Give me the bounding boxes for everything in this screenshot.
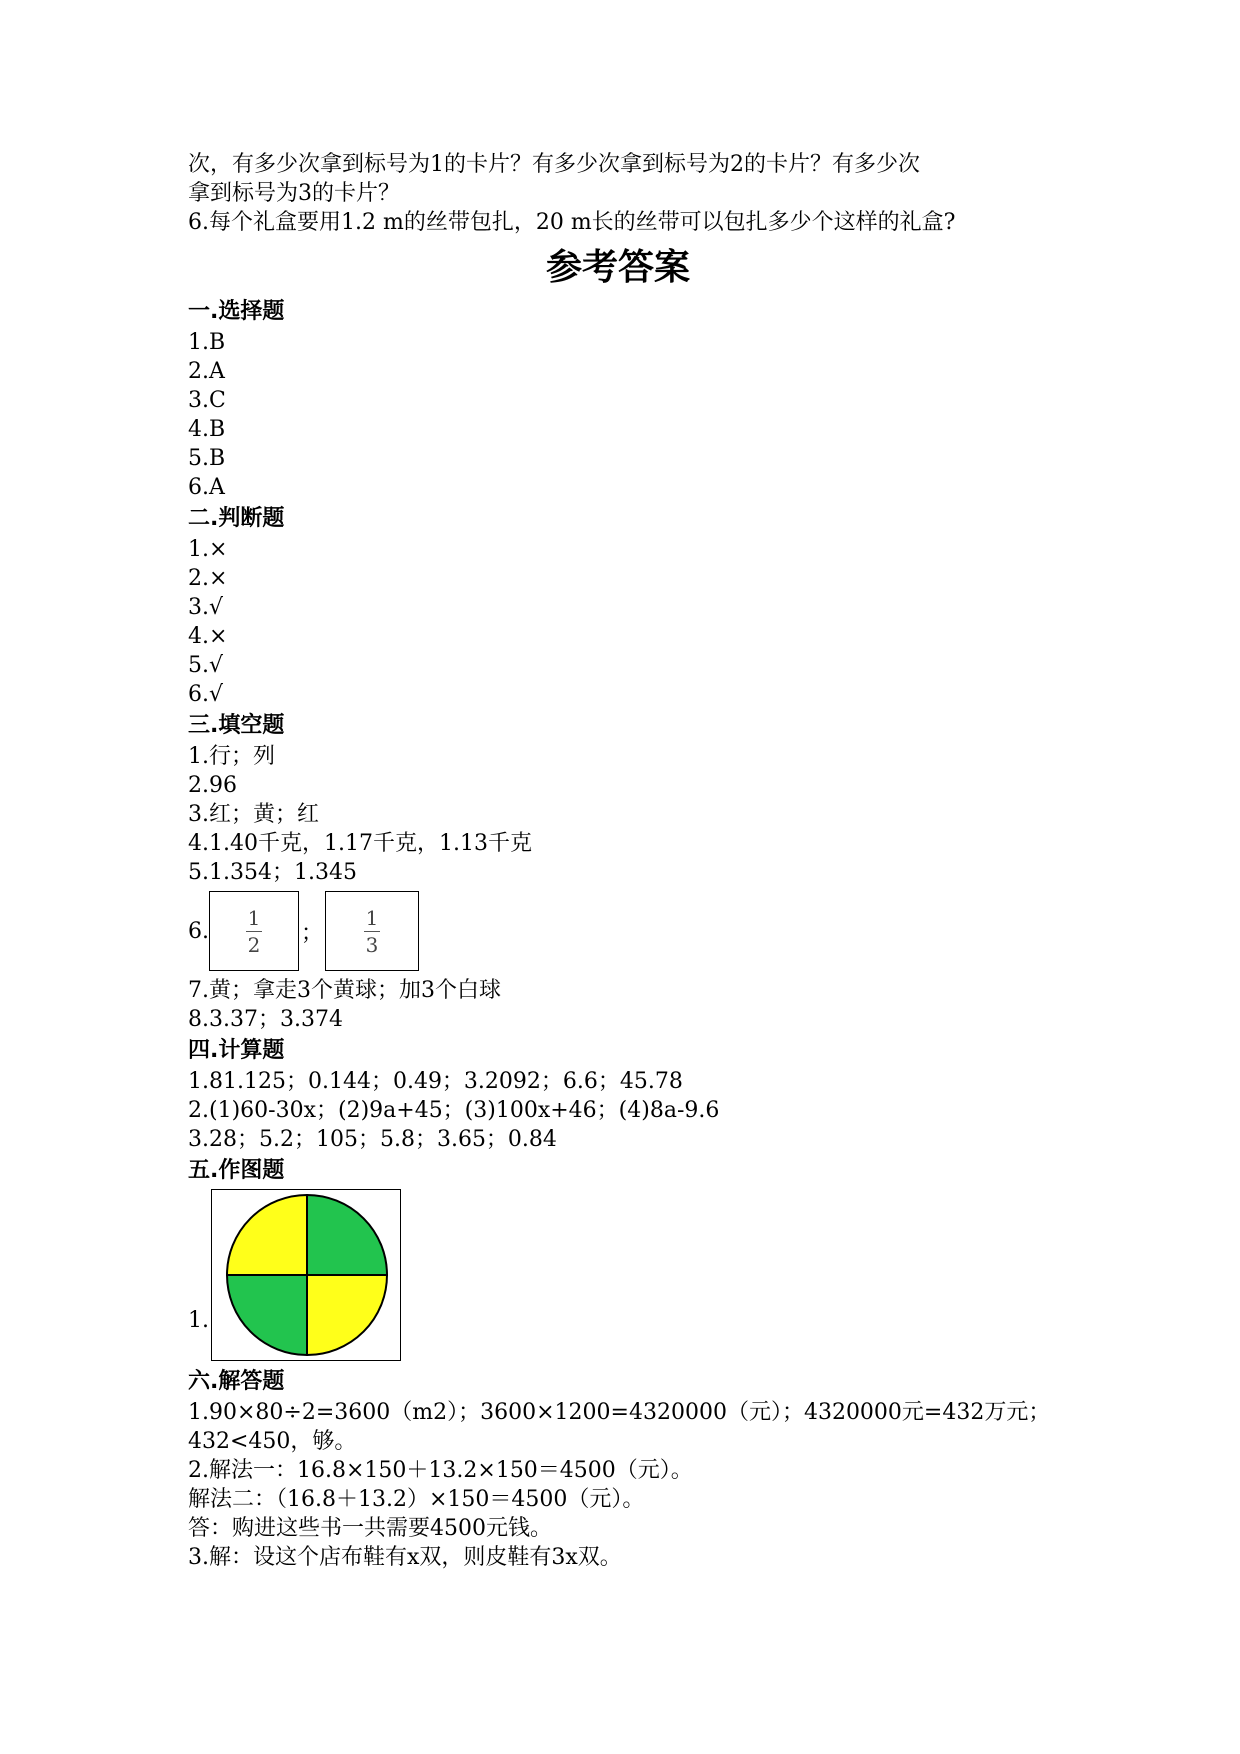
answer-item: 4.B — [188, 417, 226, 442]
circle-quarter-top-left — [227, 1195, 307, 1275]
answer-item: 答：购进这些书一共需要4500元钱。 — [188, 1516, 552, 1541]
section-heading-choice: 一.选择题 — [188, 299, 285, 324]
answer-item: 2.× — [188, 566, 228, 591]
answer-separator: ； — [301, 920, 324, 946]
circle-figure-box — [211, 1189, 401, 1361]
answer-item: 5.B — [188, 446, 226, 471]
answer-item: 解法二：（16.8＋13.2）×150＝4500（元）。 — [188, 1487, 645, 1512]
answer-item: 3.解：设这个店布鞋有x双，则皮鞋有3x双。 — [188, 1545, 622, 1570]
fraction-box-third — [325, 891, 419, 971]
answer-item: 4.1.40千克，1.17千克，1.13千克 — [188, 831, 532, 856]
fraction-box-half — [209, 891, 299, 971]
section-heading-judgement: 二.判断题 — [188, 506, 285, 531]
section-heading-fill-blank: 三.填空题 — [188, 713, 285, 738]
answer-item: 8.3.37；3.374 — [188, 1007, 343, 1032]
answer-item-label: 1. — [188, 1308, 209, 1333]
answer-title: 参考答案 — [545, 247, 690, 288]
question-text-line: 6.每个礼盒要用1.2 m的丝带包扎，20 m长的丝带可以包扎多少个这样的礼盒? — [188, 210, 956, 235]
answer-item: 5.1.354；1.345 — [188, 860, 357, 885]
answer-item: 3.C — [188, 388, 226, 413]
circle-quarter-top-right — [307, 1195, 387, 1275]
drawing-answer-row — [188, 1189, 1088, 1361]
answer-item: 2.96 — [188, 773, 237, 798]
fraction-bar — [364, 931, 380, 932]
answer-item: 2.解法一：16.8×150＋13.2×150＝4500（元）。 — [188, 1458, 693, 1483]
answer-item: 4.× — [188, 624, 228, 649]
fraction-numerator: 1 — [365, 905, 379, 930]
fraction-numerator: 1 — [247, 905, 261, 930]
fraction-answer-row — [188, 888, 1088, 974]
fraction-bar — [246, 931, 262, 932]
answer-item: 3.√ — [188, 595, 224, 620]
question-text-line: 拿到标号为3的卡片？ — [188, 181, 400, 206]
answer-item: 1.× — [188, 537, 228, 562]
answer-item: 432<450，够。 — [188, 1429, 357, 1454]
answer-item: 5.√ — [188, 653, 224, 678]
fraction-denominator: 2 — [247, 932, 261, 957]
circle-quarter-bottom-right — [307, 1275, 387, 1355]
fraction-one-third — [364, 907, 380, 956]
answer-item: 1.90×80÷2=3600（m2）；3600×1200=4320000（元）；4320000元=432万元； — [188, 1400, 1051, 1425]
answer-item: 2.(1)60-30x；(2)9a+45；(3)100x+46；(4)8a-9.6 — [188, 1098, 720, 1123]
section-heading-drawing: 五.作图题 — [188, 1158, 285, 1183]
section-heading-solution: 六.解答题 — [188, 1369, 285, 1394]
answer-item: 1.81.125；0.144；0.49；3.2092；6.6；45.78 — [188, 1069, 683, 1094]
answer-item: 6.√ — [188, 682, 224, 707]
question-text-line: 次，有多少次拿到标号为1的卡片？有多少次拿到标号为2的卡片？有多少次 — [188, 152, 920, 177]
quartered-circle-figure — [212, 1190, 400, 1360]
answer-item-label: 6. — [188, 918, 209, 944]
fraction-one-half — [246, 907, 262, 956]
document-page — [188, 150, 1088, 1572]
fraction-denominator: 3 — [365, 932, 379, 957]
circle-quarter-bottom-left — [227, 1275, 307, 1355]
section-heading-calculation: 四.计算题 — [188, 1038, 285, 1063]
answer-item: 7.黄；拿走3个黄球；加3个白球 — [188, 978, 501, 1003]
answer-item: 1.行；列 — [188, 744, 275, 769]
answer-item: 1.B — [188, 330, 226, 355]
answer-item: 6.A — [188, 475, 225, 500]
answer-item: 3.28；5.2；105；5.8；3.65；0.84 — [188, 1127, 557, 1152]
answer-item: 2.A — [188, 359, 225, 384]
answer-item: 3.红；黄；红 — [188, 802, 319, 827]
